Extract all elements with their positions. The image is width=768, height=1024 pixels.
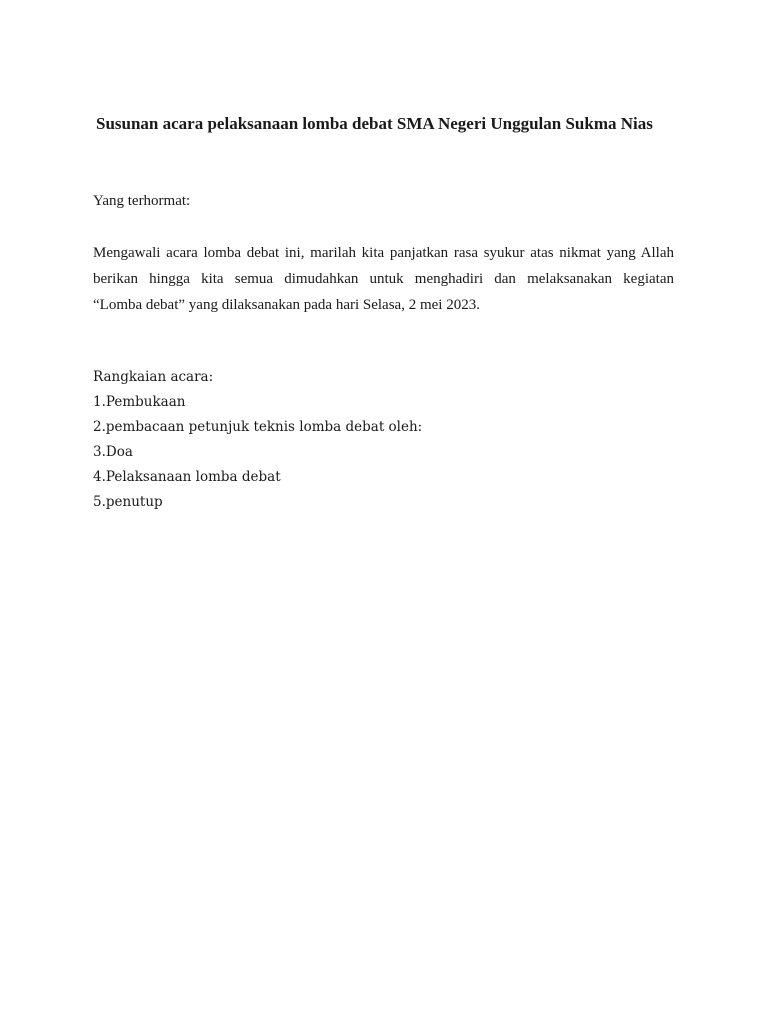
agenda-heading: Rangkaian acara: <box>93 369 214 385</box>
agenda-item: 5.penutup <box>93 494 163 510</box>
paragraph-line: Mengawali acara lomba debat ini, marilah kita panjatkan rasa syukur atas nikmat yang Allah <box>93 245 674 261</box>
agenda-list <box>93 367 422 517</box>
document-title: Susunan acara pelaksanaan lomba debat SMA Negeri Unggulan Sukma Nias <box>96 114 653 133</box>
greeting-text: Yang terhormat: <box>93 193 191 209</box>
paragraph-line: berikan hingga kita semua dimudahkan untuk menghadiri dan melaksanakan kegiatan <box>93 271 674 287</box>
paragraph-line: “Lomba debat” yang dilaksanakan pada hari Selasa, 2 mei 2023. <box>93 297 480 313</box>
agenda-item: 3.Doa <box>93 444 133 460</box>
opening-paragraph <box>93 240 674 318</box>
agenda-item: 1.Pembukaan <box>93 394 186 410</box>
agenda-item: 4.Pelaksanaan lomba debat <box>93 469 281 485</box>
agenda-item: 2.pembacaan petunjuk teknis lomba debat oleh: <box>93 419 423 435</box>
